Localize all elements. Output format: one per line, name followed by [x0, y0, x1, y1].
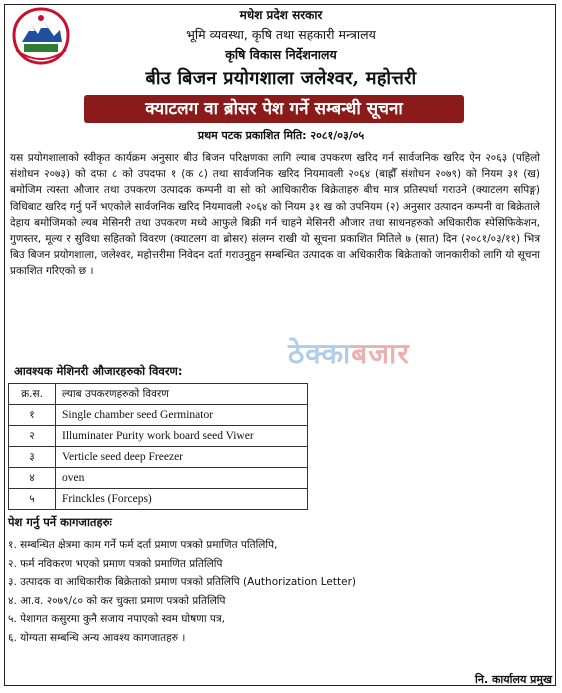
row-item: Verticle seed deep Freezer	[56, 447, 308, 468]
government-name: मधेश प्रदेश सरकार	[239, 8, 323, 22]
signatory-title: नि. कार्यालय प्रमुख	[475, 673, 552, 686]
table-row	[9, 426, 308, 447]
row-serial: ४	[9, 468, 56, 489]
documents-title: पेश गर्नु पर्ने कागजातहरुः	[8, 515, 112, 529]
list-item: ४. आ.व. २०७९/८० को कर चुक्ता प्रमाण पत्रको प्रतिलिपि	[8, 594, 226, 607]
row-serial: ३	[9, 447, 56, 468]
documents-list	[8, 536, 356, 647]
table-header-row	[9, 384, 308, 405]
list-item: ५. पेशागत कसुरमा कुनै सजाय नपाएको स्वम घोषणा पत्र,	[8, 613, 225, 625]
table-row	[9, 447, 308, 468]
directorate-name: कृषि विकास निर्देशनालय	[225, 47, 337, 62]
notice-body: यस प्रयोगशालाको स्वीकृत कार्यक्रम अनुसार बीउ बिजन परिक्षणका लागि ल्याब उपकरण खरिद गर्न सार्वजनिक खरिद ऐन २०६३ (पहिलो संशोधन २०७३) को दफा ८ को उपदफा १ (क ८) तथा सार्वजनिक खरिद नियमावली २०६४ (बाह्रौँ संशोधन २०७९) को नियम ३१ (ख) बमोजिम त्यस्ता औजार तथा उपकरण उत्पादक कम्पनी वा सो को आधिकारीक बिक्रेताहरु बीच मात्र प्रतिस्पर्धा गराउने (क्याटलग सपिङ्ग) विधिबाट खरिद गर्नु पर्ने भएकोले सार्वजनिक खरिद नियमावली २०६४ को नियम ३१ ख को उपनियम (२) अनुसार उत्पादन कम्पनी वा बिक्रेताले देहाय बमोजिमको ल्यब मेसिनरी तथा उपकरण मध्ये आफुले बिक्री गर्न चाहने मेसिनरी औजार तथा साधनहरुको अधिकारीक स्पेसिफिकेशन, गुणस्तर, मूल्य र सुविधा सहितको विवरण (क्याटलग वा ब्रोसर) संलग्न राखी यो सूचना प्रकाशित मितिले ७ (सात) दिन (२०८१/०३/११) भित्र बिउ बिजन प्रयोगशाला, जलेश्वर, महोत्तरीमा निवेदन दर्ता गराउनुहुन सम्बन्धित उत्पादक वा अधिकारीक बिक्रेताको जानकारीको लागि यो सूचना प्रकाशित गरिएको छ ।	[10, 152, 540, 278]
row-serial: २	[9, 426, 56, 447]
header-serial: क्र.स.	[9, 384, 56, 405]
list-item: ३. उत्पादक वा आधिकारीक बिक्रेताको प्रमाण पत्रको प्रतिलिपि (Authorization Letter)	[8, 576, 356, 588]
table-row	[9, 489, 308, 510]
publication-date: प्रथम पटक प्रकाशित मिति: २०८१/०३/०५	[197, 129, 365, 142]
equipment-table-title: आवश्यक मेशिनरी औजारहरुको विवरण:	[14, 364, 183, 378]
table-row	[9, 405, 308, 426]
watermark-right: बजार	[351, 337, 410, 370]
list-item: ६. योग्यता सम्बन्धि अन्य आवश्य कागजातहरु ।	[8, 631, 186, 644]
header-description: ल्याब उपकरणहरुको विवरण	[56, 384, 308, 405]
row-item: Frinckles (Forceps)	[56, 489, 308, 510]
watermark-left: ठेक्का	[288, 337, 352, 370]
equipment-table	[8, 383, 308, 510]
office-name: बीउ बिजन प्रयोगशाला जलेश्वर, महोत्तरी	[145, 68, 417, 89]
row-item: Illuminater Purity work board seed Viwer	[56, 426, 308, 447]
row-serial: १	[9, 405, 56, 426]
watermark-logo	[288, 334, 410, 372]
row-item: oven	[56, 468, 308, 489]
list-item: १. सम्बन्धित क्षेत्रमा काम गर्ने फर्म दर्ता प्रमाण पत्रको प्रमाणित पतिलिपि,	[8, 539, 278, 551]
row-serial: ५	[9, 489, 56, 510]
list-item: २. फर्म नविकरण भएको प्रमाण पत्रको प्रमाणित प्रतिलिपि	[8, 557, 223, 570]
table-row	[9, 468, 308, 489]
ministry-name: भूमि व्यवस्था, कृषि तथा सहकारी मन्त्रालय	[186, 27, 376, 42]
row-item: Single chamber seed Germinator	[56, 405, 308, 426]
notice-title-banner: क्याटलग वा ब्रोसर पेश गर्ने सम्बन्धी सूचना	[84, 95, 464, 123]
